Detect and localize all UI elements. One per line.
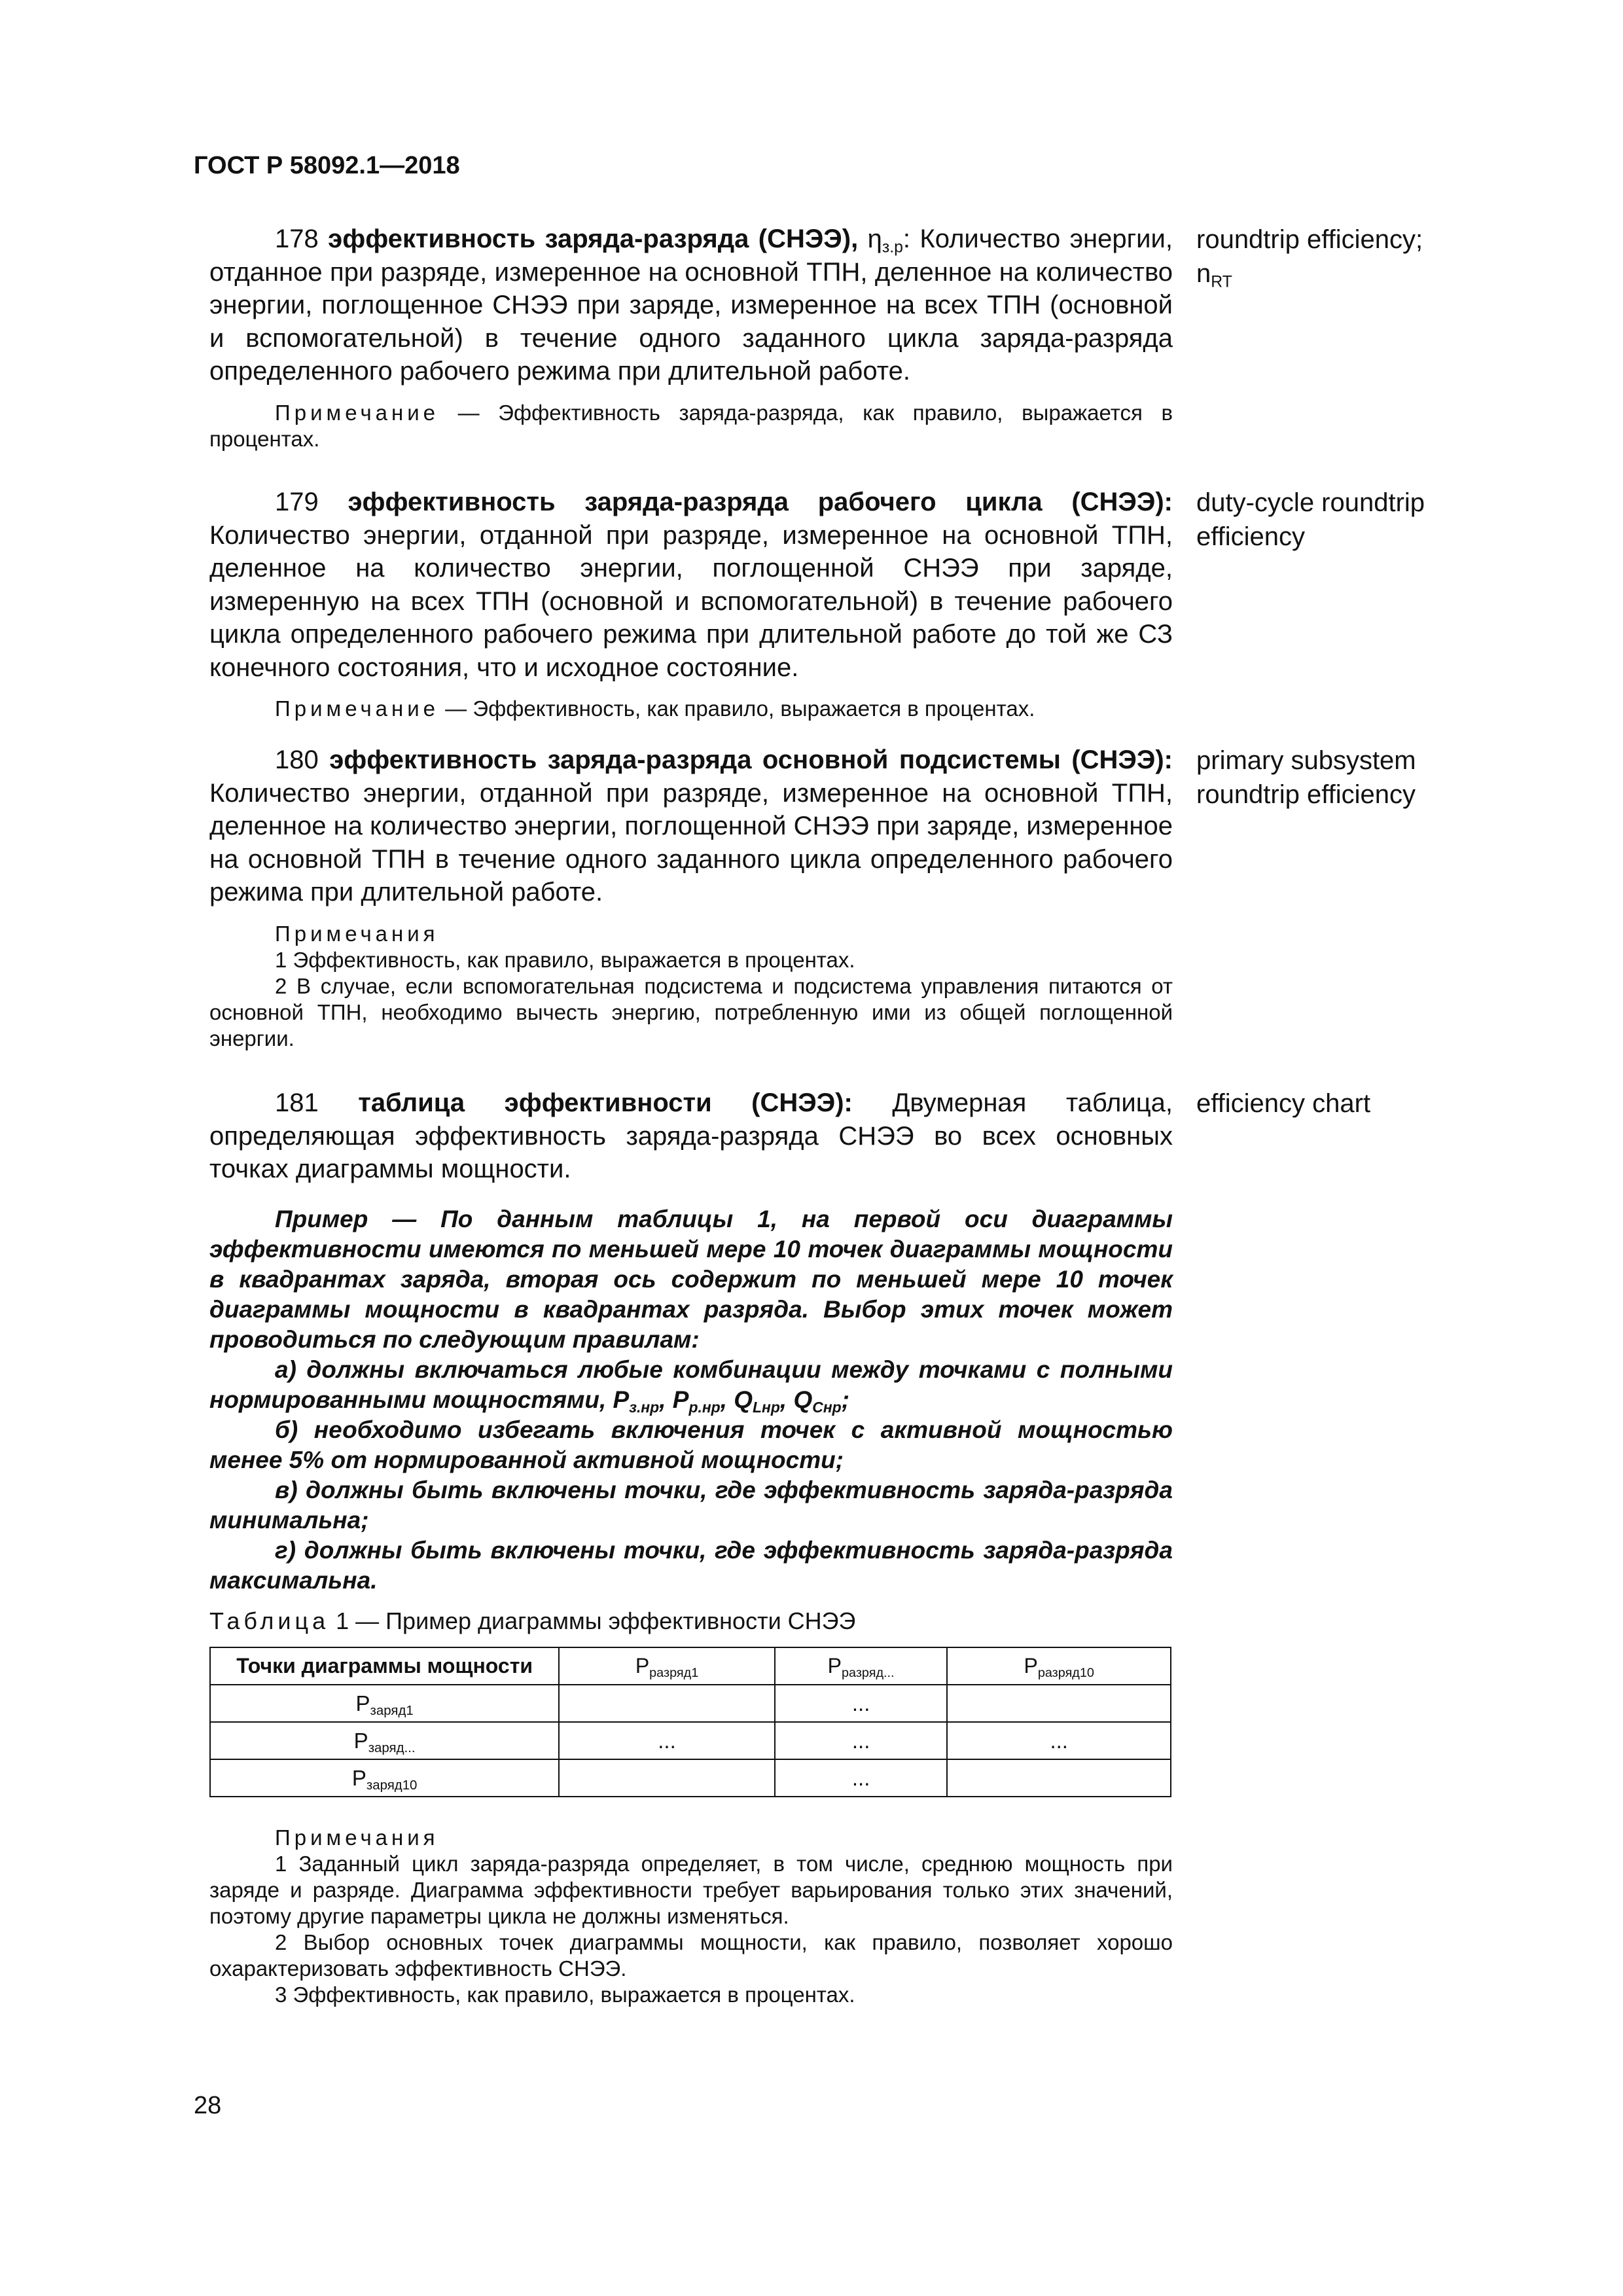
term-entry-178 [209,223,1173,452]
table-row-label: $P_{заряд10}$ [210,1759,559,1797]
term-number: 180 [275,745,319,774]
english-symbol: $n_{RT}$ [1196,259,1232,291]
table-header-cell: $P_{разряд...}$ [775,1647,948,1685]
term-number: 178 [275,224,319,253]
term-definition [209,1086,1173,1186]
note-label: Примечание [275,696,440,721]
english-term-181: efficiency chart [1196,1089,1371,1118]
efficiency-table [209,1647,1171,1797]
term-title: таблица эффективности (СНЭЭ): [358,1088,853,1117]
table-header-cell: $P_{разряд1}$ [559,1647,775,1685]
note-label: Примечание [275,400,440,425]
definition-text: Двумерная таблица, определяющая эффективность заряда-разряда СНЭЭ во всех основных точках диаграммы мощности. [209,1088,1173,1183]
table-cell [559,1685,775,1722]
table-notes [209,1825,1173,2008]
table-cell [559,1759,775,1797]
example-rule-v: в) должны быть включены точки, где эффективность заряда-разряда минимальна; [209,1477,1173,1534]
table-row-label: $P_{заряд1}$ [210,1685,559,1722]
table-cell [947,1685,1171,1722]
term-note [209,400,1173,452]
note-item: 2 Выбор основных точек диаграммы мощности, как правило, позволяет хорошо охарактеризовать эффективность СНЭЭ. [209,1930,1173,1981]
note-item: 1 Заданный цикл заряда-разряда определяет, в том числе, среднюю мощность при заряде и разряде. Диаграмма эффективности требует варьирования только этих значений, поэтому другие параметры цикла не должны изменяться. [209,1852,1173,1928]
note-text: — Эффективность, как правило, выражается в процентах. [439,696,1035,721]
definition-text: Количество энергии, отданной при разряде, измеренное на основной ТПН, деленное на количество энергии, поглощенной СНЭЭ при заряде, измеренное на основной ТПН в течение одного заданного цикла определенного рабочего режима при длительной работе. [209,778,1173,906]
table-cell: ... [775,1685,948,1722]
example-block [209,1204,1173,1596]
document-header: ГОСТ Р 58092.1—2018 [194,152,460,179]
table-cell: ... [775,1722,948,1759]
table-row [210,1722,1171,1759]
term-notes [209,921,1173,1052]
notes-label: Примечания [275,1825,439,1850]
term-title: эффективность заряда-разряда (СНЭЭ), [328,224,859,253]
term-definition [209,486,1173,684]
table-header-cell: $P_{разряд10}$ [947,1647,1171,1685]
table-cell: ... [775,1759,948,1797]
table-row [210,1685,1171,1722]
example-rule-b: б) необходимо избегать включения точек с активной мощностью менее 5% от нормированной активной мощности; [209,1416,1173,1473]
note-item: 1 Эффективность, как правило, выражается в процентах. [275,947,855,972]
definition-text: Количество энергии, отданной при разряде, измеренное на основной ТПН, деленное на количество энергии, поглощенной СНЭЭ при заряде, измеренную на всех ТПН (основной и вспомогательной) в течение рабочего цикла определенного рабочего режима при длительной работе до той же СЗ конечного состояния, что и исходное состояние. [209,520,1173,682]
notes-label: Примечания [275,921,439,946]
note-item: 3 Эффективность, как правило, выражается в процентах. [275,1982,855,2007]
term-entry-181 [209,1086,1173,1186]
term-symbol: $\eta_{з.р}$ [867,224,903,257]
term-title: эффективность заряда-разряда рабочего цикла (СНЭЭ): [348,488,1173,516]
table-header-cell: Точки диаграммы мощности [210,1647,559,1685]
term-title: эффективность заряда-разряда основной подсистемы (СНЭЭ): [329,745,1173,774]
term-definition: 178 эффективность заряда-разряда (СНЭЭ), $\eta_{з.р}$: Количество энергии, отданное при разряде, измеренное на основной ТПН, деленное на количество энергии, поглощенное СНЭЭ при заряде, измеренное на всех ТПН (основной и вспомогательной) в течение одного заданного цикла заряда-разряда определенного рабочего режима при длительной работе. [209,224,1173,386]
page-number: 28 [194,2092,222,2119]
note-text: — Эффективность заряда-разряда, как правило, выражается в процентах. [209,400,1173,451]
table-caption: Таблица 1 — Пример диаграммы эффективности СНЭЭ [209,1607,856,1634]
example-rule-a: а) должны включаться любые комбинации между точками с полными нормированными мощностями, $P_{з.нр}$, $P_{р.нр}$, $Q_{Lнр}$, $Q_{Cнр}$; [209,1356,1173,1416]
term-number: 179 [275,488,319,516]
table-cell: ... [947,1722,1171,1759]
table-cell [947,1759,1171,1797]
term-definition [209,744,1173,909]
definition-text: Количество энергии, отданное при разряде, измеренное на основной ТПН, деленное на количество энергии, поглощенное СНЭЭ при заряде, измеренное на всех ТПН (основной и вспомогательной) в течение одного заданного цикла заряда-разряда определенного рабочего режима при длительной работе. [209,224,1173,386]
english-term-179: duty-cycle roundtrip efficiency [1196,488,1425,551]
example-rule-g: г) должны быть включены точки, где эффективность заряда-разряда максимальна. [209,1537,1173,1594]
table-cell: ... [559,1722,775,1759]
term-entry-179 [209,486,1173,722]
example-intro: Пример — По данным таблицы 1, на первой оси диаграммы эффективности имеются по меньшей мере 10 точек диаграммы мощности в квадрантах заряда, вторая ось содержит по меньшей мере 10 точек диаграммы мощности в квадрантах разряда. Выбор этих точек может проводиться по следующим правилам: [209,1206,1173,1353]
term-number: 181 [275,1088,319,1117]
term-note [209,696,1173,722]
table-row-label: $P_{заряд...}$ [210,1722,559,1759]
note-item: 2 В случае, если вспомогательная подсистема и подсистема управления питаются от основной ТПН, необходимо вычесть энергию, потребленную ими из общей поглощенной энергии. [209,973,1173,1050]
term-entry-180 [209,744,1173,1052]
table-row [210,1759,1171,1797]
english-term-178: roundtrip efficiency; $n_{RT}$ [1196,223,1484,291]
english-term-180: primary subsystem roundtrip efficiency [1196,746,1416,809]
table-header-row [210,1647,1171,1685]
